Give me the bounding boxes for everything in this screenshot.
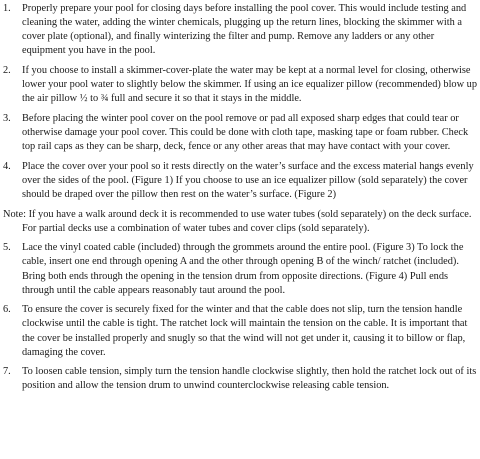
item-text: Before placing the winter pool cover on the pool remove or pad all exposed sharp edges that could tear or otherwise damage your pool cover. This could be done with cloth tape, masking tape or foam rubber. Check top rail caps as they can be sharp, deck, fence or any other areas that may have contact with your cover. (22, 112, 469, 153)
item-number: 5. (3, 242, 11, 254)
instructions-document (0, 2, 478, 399)
item-number: 7. (3, 366, 11, 378)
item-text: Place the cover over your pool so it rests directly on the water’s surface and the excess material hangs evenly over the sides of the pool. (Figure 1) If you choose to use an ice equalizer pillow (sold separately) the cover should be draped over the pillow then rest on the water’s surface. (Figure 2) (22, 160, 474, 200)
instruction-item-5 (0, 241, 478, 297)
item-text: Properly prepare your pool for closing days before installing the pool cover. This would include testing and cleaning the water, adding the winter chemicals, plugging up the return lines, blocking the skimmer with a cover plate (optional), and finally winterizing the filter and pump. Remove any ladders or any other equipment you have in the pool. (22, 3, 467, 57)
item-number: 2. (3, 64, 11, 76)
item-number: 1. (3, 3, 11, 14)
item-text: To loosen cable tension, simply turn the tension handle clockwise slightly, then hold the ratchet lock out of its position and allow the tension drum to unwind counterclockwise releasing cable tension. (22, 366, 477, 392)
note-text: If you have a walk around deck it is recommended to use water tubes (sold separately) on the deck surface. For partial decks use a combination of water tubes and cover clips (sold separately). (22, 208, 472, 234)
item-text: If you choose to install a skimmer-cover-plate the water may be kept at a normal level for closing, otherwise lower your pool water to slightly below the skimmer. If using an ice equalizer pillow (recommended) blow up the air pillow ½ to ¾ full and secure it so that it stays in the middle. (22, 64, 478, 105)
item-number: 6. (3, 304, 11, 316)
item-text: To ensure the cover is securely fixed for the winter and that the cable does not slip, turn the tension handle clockwise until the cable is tight. The ratchet lock will maintain the tension on the cable. It is important that the cover be installed properly and snugly so that the wind will not get under it, causing it to billow or flap, damaging the cover. (22, 304, 468, 358)
item-text: Lace the vinyl coated cable (included) through the grommets around the entire pool. (Figure 3) To lock the cable, insert one end through opening A and the other through opening B of the winch/ ratchet (included). Bring both ends through the opening in the tension drum from opposite directions. (Figure 4) Pull ends through until the cable appears reasonably taut around the pool. (22, 242, 464, 296)
instruction-item-6 (0, 303, 478, 359)
item-number: 3. (3, 112, 11, 124)
note-label: Note: (3, 208, 26, 220)
deck-note (3, 208, 478, 236)
item-number: 4. (3, 160, 11, 172)
instruction-item-7 (0, 365, 478, 393)
instruction-item-2 (0, 64, 478, 106)
instruction-item-4 (0, 160, 478, 202)
instruction-item-3 (0, 112, 478, 154)
instruction-item-1 (0, 2, 478, 58)
